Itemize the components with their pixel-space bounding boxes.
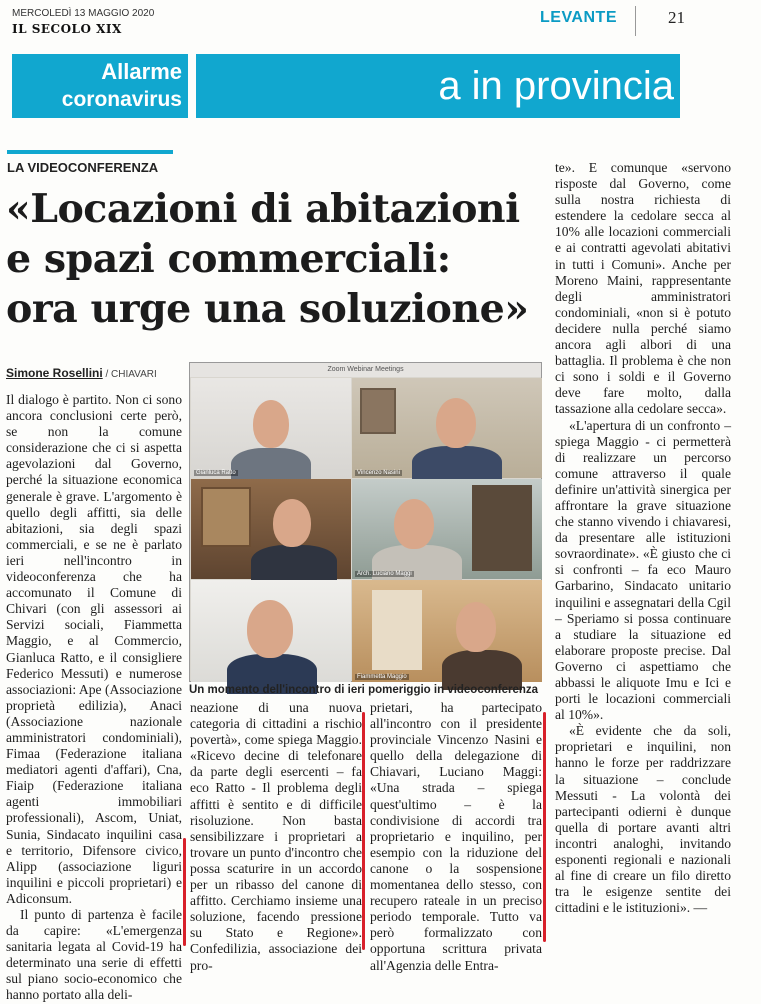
participant-tile <box>191 479 351 579</box>
section-name: LEVANTE <box>540 9 617 26</box>
participant-name: Fiammetta Maggio <box>357 674 407 680</box>
participant-tile <box>191 378 351 478</box>
topic-banner-line2: coronavirus <box>61 88 182 111</box>
paragraph: «L'apertura di un confronto – spiega Maggio - ci permetterà di realizzare un percorso comune attraverso il quale definire un'attività sinergica per affrontare la grave situazione che stanno vivendo i chiavaresi, da presentare alle istituzioni sovraordinate». «È giusto che ci si confronti – fa eco Mauro Garbarino, Sindacato unitario inquilini e assegnatari della Cgil – Speriamo si possa continuare a studiare la situazione ed elaborare proposte precise. Dal Governo ci aspettiamo che abbassi le aliquote Imu e Ici e porti le locazioni commerciali al 10%». <box>555 417 731 723</box>
zoom-window-title: Zoom Webinar Meetings <box>190 363 541 377</box>
participant-tile <box>191 580 351 682</box>
paragraph: te». E comunque «servono risposte dal Governo, come sulla nostra richiesta di estendere la cedolare secca al 10% alle locazioni commerciali e ai contratti agevolati abitativi in tutti i Comuni». Anche per Moreno Maini, rappresentante degli amministratori condominiali, «non si è potuto decidere nulla perché siamo ancora agli albori di una battaglia. Il problema è che non ci sono i soldi e il Governo deve fare molto, dalla tassazione alla cedolare secca». <box>555 160 731 417</box>
article-column-4 <box>555 160 731 916</box>
issue-date: MERCOLEDÌ 13 MAGGIO 2020 <box>12 8 155 19</box>
kicker-rule <box>7 150 173 154</box>
article-kicker: LA VIDEOCONFERENZA <box>7 160 159 175</box>
photo-caption: Un momento dell'incontro di ieri pomeriggio in videoconferenza <box>189 684 539 696</box>
article-column-3 <box>370 700 542 974</box>
paragraph: prietari, ha partecipato all'incontro con il presidente provinciale Vincenzo Nasini e quello della delegazione di Chiavari, Luciano Maggi: «Una strada – spiega quest'ultimo – è la condivisione di accordi tra proprietario e inquilino, per esempio con la riduzione del canone o la sospensione momentanea dello stesso, con recupero rateale in un preciso periodo temporale. Tutto va però formalizzato con opportuna scrittura privata all'Agenzia delle Entra- <box>370 700 542 973</box>
videoconference-photo <box>189 362 542 682</box>
paragraph: Il punto di partenza è facile da capire: «L'emergenza sanitaria legata al Covid-19 ha determinato una serie di effetti sul piano socio-economico che hanno portato alla deli- <box>6 907 182 1003</box>
red-highlight-mark <box>362 712 365 950</box>
participant-tile <box>352 580 542 682</box>
dateline-location: / CHIAVARI <box>102 369 157 380</box>
topic-banner <box>12 54 188 118</box>
participant-name: Arch. Luciano Maggi <box>357 571 412 577</box>
paragraph: Il dialogo è partito. Non ci sono ancora conclusioni certe però, se non la comune considerazione che ci si aspetta agevolazioni dal Governo, perché la situazione economica generale è grave. L'argomento è quello degli affitti, sia delle abitazioni, sia degli spazi commerciali, e se ne è parlato ieri nell'incontro in videoconferenza che ha accomunato il Comune di Chivari (con gli assessori ai Servizi sociali, Fiammetta Maggio, e al Commercio, Gianluca Ratto, e il consigliere Federico Messuti) e numerose associazioni: Ape (Associazione proprietà edilizia), Anaci (Associazione nazionale amministratori condominiali), Fimaa (Federazione italiana mediatori agenti d'affari), Cna, Fiaip (Federazione italiana agenti immobiliari professionali), Ascom, Uniat, Sunia, Sindacato inquilini casa e territorio, Difensore civico, Alipp (associazione liguri inquilini e piccoli proprietari) e Adiconsum. <box>6 392 182 906</box>
article-column-2 <box>190 700 362 974</box>
topic-banner-line1: Allarme <box>101 59 182 84</box>
masthead-divider <box>635 6 636 36</box>
headline-line: e spazi commerciali: <box>6 236 451 282</box>
headline-line: ora urge una soluzione» <box>6 286 529 332</box>
article-headline <box>6 184 554 334</box>
paragraph: neazione di una nuova categoria di cittadini a rischio povertà», come spiega Maggio. «Ricevo decine di telefonare da parte degli esercenti – fa eco Ratto - Il problema degli affitti è sentito e di difficile risoluzione. Non basta sensibilizzare i proprietari a trovare un punto d'incontro che possa scaturire in un accordo per un ribasso del canone di affitto. Cerchiamo insieme una soluzione, facendo pressione su Stato e Regione». Confedilizia, associazione dei pro- <box>190 700 362 973</box>
red-highlight-mark <box>543 712 546 942</box>
participant-name: Gianluca Ratto <box>196 470 236 476</box>
newspaper-name: IL SECOLO XIX <box>12 22 122 36</box>
participant-tile <box>352 378 542 478</box>
article-column-1 <box>6 392 182 1004</box>
red-highlight-mark <box>183 838 186 946</box>
author-name: Simone Rosellini <box>6 366 103 380</box>
section-banner <box>196 54 680 118</box>
headline-line: «Locazioni di abitazioni <box>6 186 520 232</box>
masthead <box>8 6 753 42</box>
page-number: 21 <box>668 8 685 27</box>
byline <box>6 366 157 380</box>
section-banner-text: a in provincia <box>438 64 674 108</box>
participant-tile <box>352 479 542 579</box>
participant-name: Vincenzo Nasini <box>357 470 400 476</box>
paragraph: «È evidente che da soli, proprietari e inquilini, non hanno le forze per raddrizzare la situazione – conclude Messuti - La volontà dei partecipanti odierni è dunque quella di portare avanti altri incontri analoghi, invitando esponenti regionali e nazionali al fine di creare un filo diretto tra le esigenze sentite dei cittadini e le istituzioni». — <box>555 723 731 916</box>
